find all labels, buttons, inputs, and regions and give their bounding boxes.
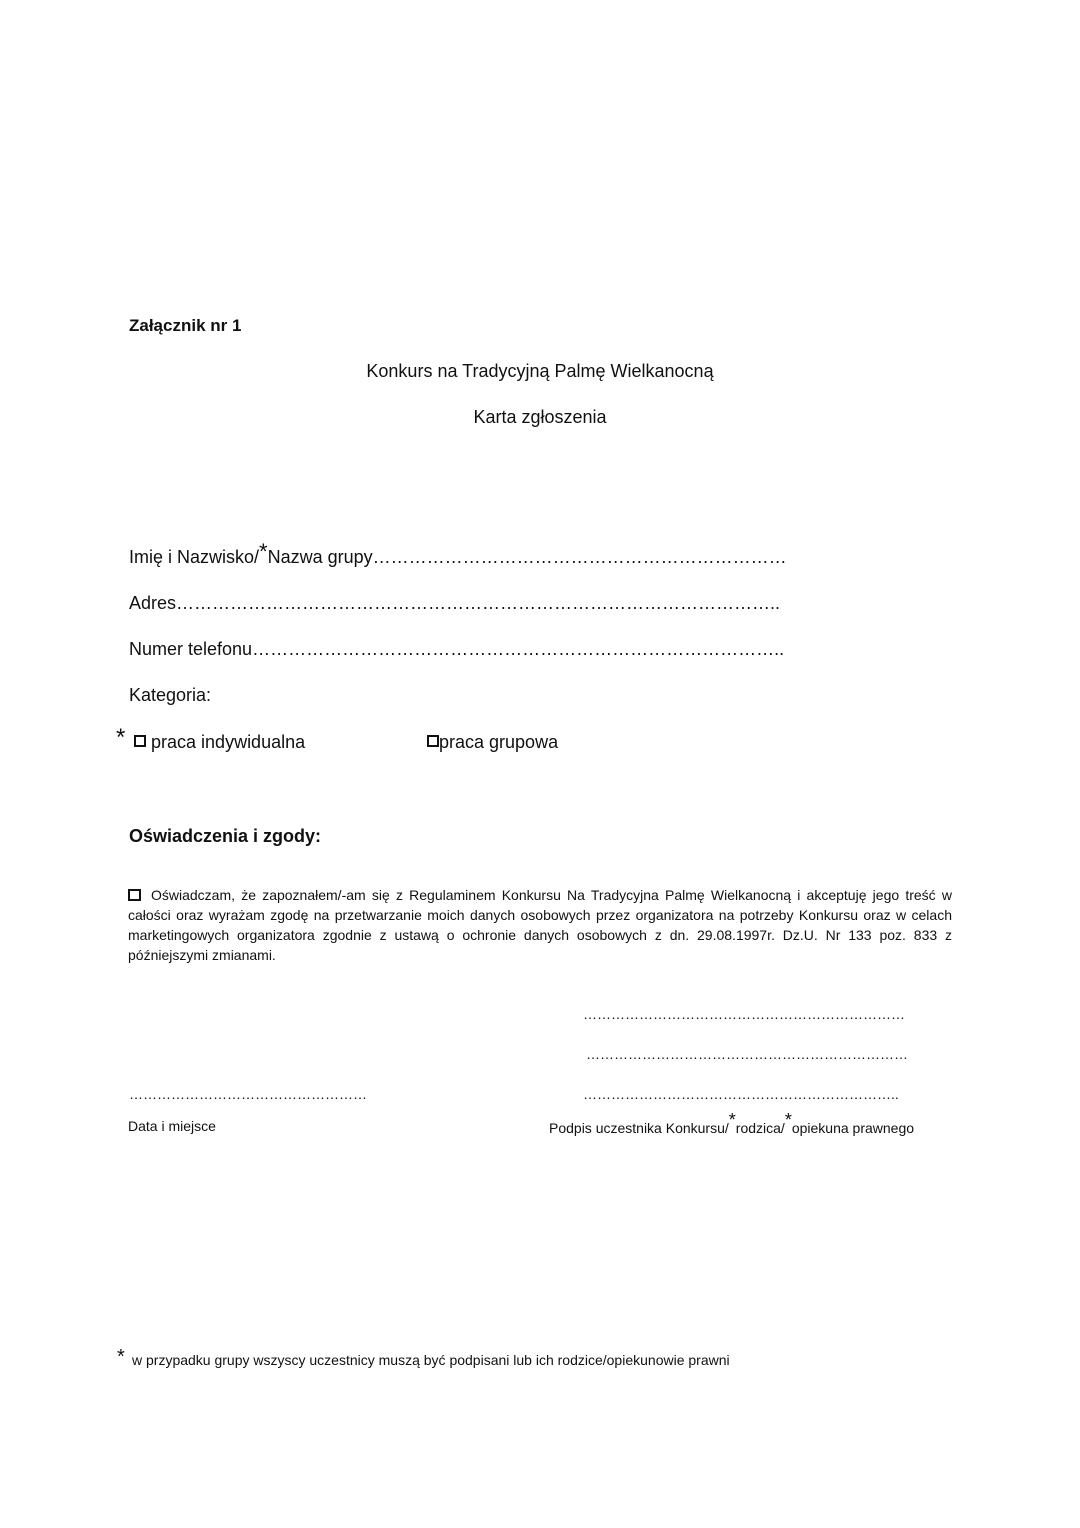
phone-dots: …………………………………………………………………………….. — [252, 639, 785, 659]
name-dots: …………………………………………………………… — [372, 547, 787, 567]
form-title: Konkurs na Tradycyjną Palmę Wielkanocną — [366, 361, 714, 381]
address-label: Adres — [129, 593, 177, 613]
signature-line-1[interactable]: …………………………………………………………… — [583, 1006, 905, 1022]
category-label: Kategoria: — [129, 685, 212, 705]
category-individual-option[interactable] — [134, 732, 305, 753]
asterisk-mark: * — [728, 1110, 736, 1130]
signature-label-a: Podpis uczestnika Konkursu/ — [549, 1120, 729, 1136]
phone-label: Numer telefonu — [129, 639, 253, 659]
signature-line-3[interactable]: ………………………………………………………….. — [583, 1086, 899, 1102]
checkbox-icon[interactable] — [134, 735, 146, 747]
phone-field[interactable] — [129, 639, 784, 660]
name-field[interactable] — [129, 539, 787, 569]
address-dots: ……………………………………………………………………………………….. — [176, 593, 781, 613]
footnote-asterisk: * — [117, 1346, 125, 1368]
category-group-label: praca grupowa — [439, 732, 559, 752]
category-group-option[interactable] — [427, 732, 558, 753]
signature-label-b: rodzica/ — [735, 1120, 785, 1136]
signature-line-2[interactable]: …………………………………………………………… — [586, 1046, 908, 1062]
form-subtitle: Karta zgłoszenia — [473, 407, 607, 427]
category-asterisk: * — [116, 724, 126, 751]
address-field[interactable] — [129, 593, 780, 614]
consent-statement — [128, 885, 952, 965]
name-label-a: Imię i Nazwisko/ — [129, 547, 260, 567]
name-label-b: Nazwa grupy — [267, 547, 373, 567]
date-place-label: Data i miejsce — [128, 1118, 216, 1134]
signature-label-c: opiekuna prawnego — [791, 1120, 915, 1136]
category-individual-label: praca indywidualna — [151, 732, 306, 752]
signature-label — [549, 1110, 915, 1136]
section-title: Oświadczenia i zgody: — [129, 826, 322, 846]
checkbox-icon[interactable] — [427, 735, 439, 747]
asterisk-mark: * — [784, 1110, 792, 1130]
footnote: w przypadku grupy wszyscy uczestnicy muszą być podpisani lub ich rodzice/opiekunowie prawni — [132, 1352, 730, 1368]
date-place-line[interactable]: …………………………………………… — [129, 1086, 367, 1102]
consent-text: Oświadczam, że zapoznałem/-am się z Regulaminem Konkursu Na Tradycyjna Palmę Wielkanocną i akceptuję jego treść w całości oraz wyrażam zgodę na przetwarzanie moich danych osobowych przez organizatora na potrzeby Konkursu oraz w celach marketingowych organizatora zgodnie z ustawą o ochronie danych osobowych z dn. 29.08.1997r. Dz.U. Nr 133 poz. 833 z późniejszymi zmianami. — [128, 887, 952, 963]
asterisk-mark: * — [259, 539, 268, 564]
annex-label: Załącznik nr 1 — [129, 316, 242, 335]
consent-checkbox-icon[interactable] — [128, 889, 141, 901]
